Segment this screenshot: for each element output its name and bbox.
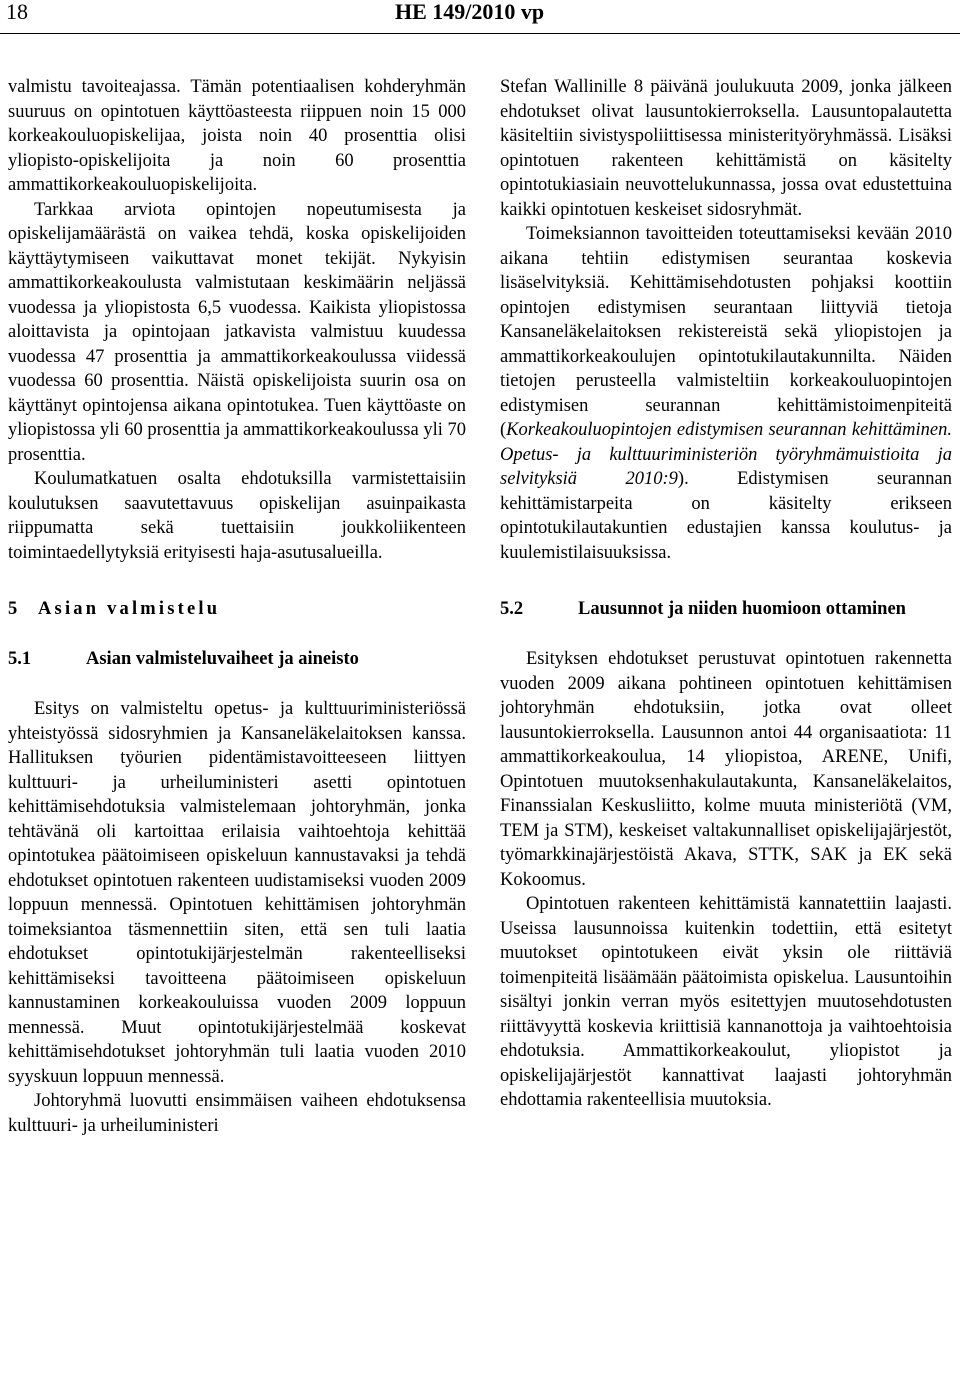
header-rule [0,33,960,34]
section-number: 5.1 [8,649,32,669]
right-paragraph-3: Esityksen ehdotukset perustuvat opintotuen rakennetta vuoden 2009 aikana pohtineen opintotuen kehittämisen johtoryhmän ehdotuksiin, jotka ovat olleet lausuntokierroksella. Lausunnon antoi 44 organisaatiota: 11 ammattikorkeakoulua, 14 yliopistoa, ARENE, Unifi, Opintotuen muutoksenhakulautakunta, Kansaneläkelaitos, Finanssialan Keskusliitto, kolme muuta ministeriötä (VM, TEM ja STM), keskeiset valtakunnalliset opiskelijajärjestöt, työmarkkinajärjestöistä Akava, STTK, SAK ja EK sekä Kokoomus. [500,649,952,890]
report-citation: Korkeakouluopintojen edistymisen seurannan kehittäminen. Opetus- ja kulttuuriministeriön työryhmämuistioita ja selvityksiä 2010:9 [500,420,952,489]
section-title: Lausunnot ja niiden huomioon ottaminen [578,599,906,619]
right-paragraph-4: Opintotuen rakenteen kehittämistä kannatettiin laajasti. Useissa lausunnoissa kuitenkin todettiin, että esitetyt muutokset opintotukeen eivät yksin ole riittäviä toimenpiteitä lisäämään päätoimista opiskelua. Lausuntoihin sisältyi jonkin verran myös esitettyjen muutosehdotusten riittävyyttä koskevia kriittisiä kannanottoja ja vaihtoehtoisia ehdotuksia. Ammattikorkeakoulut, yliopistot ja opiskelijajärjestöt kannattivat laajasti johtoryhmän ehdottamia rakenteellisia muutoksia. [500,894,952,1110]
left-paragraph-5: Johtoryhmä luovutti ensimmäisen vaiheen ehdotuksensa kulttuuri- ja urheiluministeri [8,1091,466,1136]
section-title: Asian valmisteluvaiheet ja aineisto [86,649,359,669]
right-paragraph-2 [500,222,952,565]
chapter-heading [8,597,466,621]
chapter-number: 5 [8,599,18,619]
document-id: HE 149/2010 vp [395,0,545,24]
chapter-title: Asian valmistelu [38,599,221,619]
right-intro-paragraph: Stefan Wallinille 8 päivänä joulukuuta 2009, jonka jälkeen ehdotukset olivat lausuntokierroksella. Lausuntopalautetta käsiteltiin sivistyspoliittisessa ministerityöryhmässä. Lisäksi opintotuen rakenteen kehittämistä on käsitelty opintotukiasiain neuvottelukunnassa, jossa ovat edustettuina kaikki opintotuen keskeiset sidosryhmät. [500,77,952,220]
left-intro-paragraph: valmistu tavoiteajassa. Tämän potentiaalisen kohderyhmän suuruus on opintotuen käyttöasteesta riippuen noin 15 000 korkeakouluopiskelijaa, joista noin 40 prosenttia olisi yliopisto-opiskelijoita ja noin 60 prosenttia ammattikorkeakouluopiskelijoita. [8,77,466,195]
left-paragraph-4: Esitys on valmisteltu opetus- ja kulttuuriministeriössä yhteistyössä sidosryhmien ja Kansaneläkelaitoksen kanssa. Hallituksen työurien pidentämistavoitteeseen liittyen kulttuuri- ja urheiluministeri asetti opintotuen kehittämisehdotuksia valmistelemaan johtoryhmän, jonka tehtävänä oli kartoittaa erilaisia vaihtoehtoja kehittää opintotukea päätoimiseen opiskeluun kannustavaksi ja tehdä ehdotukset opintotuen rakenteen uudistamiseksi vuoden 2009 loppuun mennessä. Opintotuen kehittämisen johtoryhmän toimeksiantoa täsmennettiin siten, että sen tuli laatia ehdotukset opintotukijärjestelmän rakenteelliseksi kehittämiseksi tavoitteena päätoimiseen opiskeluun kannustaminen korkeakouluissa vuoden 2009 loppuun mennessä. Muut opintotukijärjestelmää koskevat kehittämisehdotukset johtoryhmän tuli laatia vuoden 2010 syyskuun loppuun mennessä. [8,699,466,1087]
right-column [500,75,952,1113]
left-paragraph-3: Koulumatkatuen osalta ehdotuksilla varmistettaisiin koulutuksen saavutettavuus opiskelijan asuinpaikasta riippumatta sekä tuettaisiin joukkoliikenteen toimintaedellytyksiä erityisesti haja-asutusalueilla. [8,469,466,563]
left-paragraph-2: Tarkkaa arviota opintojen nopeutumisesta ja opiskelijamäärästä on vaikea tehdä, koska opiskelijoiden käyttäytymiseen vaikuttavat monet tekijät. Nykyisin ammattikorkeakoulusta valmistutaan keskimäärin neljässä vuodessa ja yliopistosta 6,5 vuodessa. Kaikista yliopistossa aloittavista ja opintojaan jatkavista valmistuu kuudessa vuodessa 47 prosenttia ja ammattikorkeakoulussa viidessä vuodessa 60 prosenttia. Näistä opiskelijoista suurin osa on käyttänyt opintojensa aikana opintotukea. Tuen käyttöaste on yliopistossa yli 60 prosenttia ja ammattikorkeakoulussa yli 70 prosenttia. [8,199,466,465]
section-heading-5-1 [8,647,466,671]
right-paragraph-2-text-b: ). Edistymisen seurannan kehittämistarpeita on käsitelty erikseen opintotukilautakuntien edustajien kanssa koulutus- ja kuulemistilaisuuksissa. [500,469,953,563]
section-heading-5-2 [500,597,952,621]
left-column [8,75,466,1138]
page-number: 18 [6,0,28,24]
section-number: 5.2 [500,599,524,619]
right-paragraph-2-text-a: Toimeksiannon tavoitteiden toteuttamiseksi kevään 2010 aikana tehtiin edistymisen seurantaa koskevia lisäselvityksiä. Kehittämisehdotusten pohjaksi koottiin opintojen edistymisen seurantaan liittyviä tietoja Kansaneläkelaitoksen rekistereistä sekä yliopistojen ja ammattikorkeakoulujen opintotukilautakunnilta. Näiden tietojen perusteella valmisteltiin korkeakouluopintojen edistymisen seurannan kehittämistoimenpiteitä ( [500,224,952,440]
